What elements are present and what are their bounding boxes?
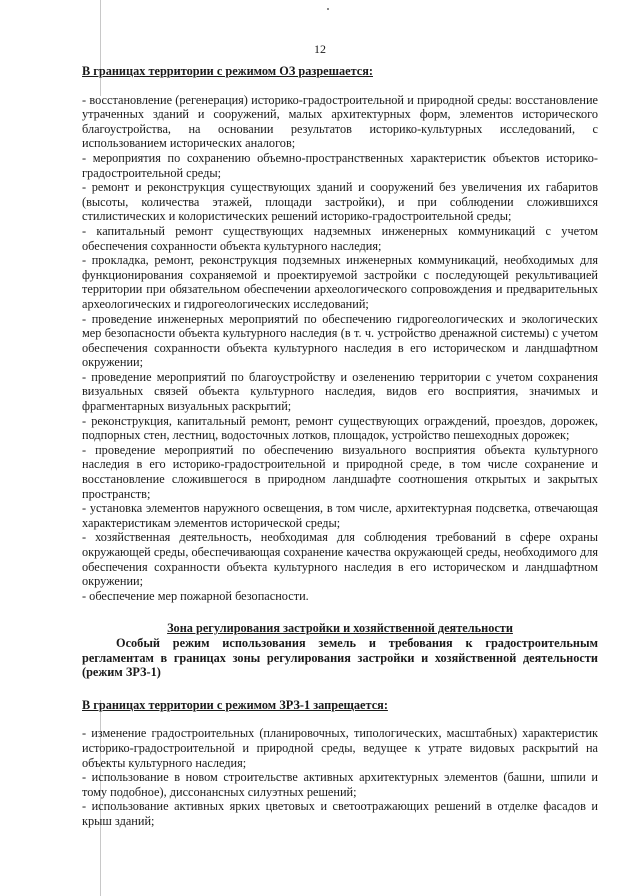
section-heading-allowed: В границах территории с режимом ОЗ разрешается: (82, 64, 373, 78)
page-number: 12 (314, 42, 326, 56)
list-item: - капитальный ремонт существующих надземных инженерных коммуникаций с учетом обеспечения сохранности объекта культурного наследия; (82, 223, 598, 253)
list-item: - использование активных ярких цветовых и светоотражающих решений в отделке фасадов и крыш зданий; (82, 799, 598, 828)
list-item: - использование в новом строительстве активных архитектурных элементов (башни, шпили и тому подобное), диссонансных силуэтных решений; (82, 770, 598, 799)
list-item: - проведение мероприятий по обеспечению визуального восприятия объекта культурного наследия в его историко-градостроительной и природной среде, в том числе сохранение и восстановление сложившегося в природном ландшафте соотношения открытых и закрытых пространств; (82, 442, 598, 501)
prohibited-list (82, 726, 598, 828)
list-item: - восстановление (регенерация) историко-градостроительной и природной среды: восстановление утраченных зданий и сооружений, малых архитектурных форм, элементов исторического благоустройства, на основании результатов историко-культурных исследований, с использованием исторических аналогов; (82, 92, 598, 151)
allowed-list (82, 93, 598, 604)
list-item: - проведение мероприятий по благоустройству и озеленению территории с учетом сохранения визуальных связей объекта культурного наследия, видов его восприятия, значимых и фрагментарных визуальных раскрытий; (82, 369, 598, 414)
scan-artefact-dot (327, 8, 329, 10)
list-item: - обеспечение мер пожарной безопасности. (82, 588, 309, 603)
zone-title: Зона регулирования застройки и хозяйственной деятельности (167, 621, 513, 636)
zone-subtitle: Особый режим использования земель и требования к градостроительным регламентам в границах зоны регулирования застройки и хозяйственной деятельности (режим ЗРЗ-1) (82, 635, 598, 680)
list-item: - мероприятия по сохранению объемно-пространственных характеристик объектов историко-градостроительной среды; (82, 150, 598, 180)
document-body (82, 64, 598, 829)
list-item: - установка элементов наружного освещения, в том числе, архитектурная подсветка, отвечающая характеристикам элементов исторической среды; (82, 501, 598, 530)
list-item: - хозяйственная деятельность, необходимая для соблюдения требований в сфере охраны окружающей среды, обеспечивающая сохранение качества окружающей среды, необходимого для обеспечения сохранности объекта культурного наследия в его историческом и ландшафтном окружении; (82, 530, 598, 589)
list-item: - проведение инженерных мероприятий по обеспечению гидрогеологических и экологических мер безопасности объекта культурного наследия (в т. ч. устройство дренажной системы) с учетом обеспечения сохранности объекта культурного наследия в его историческом и ландшафтном окружении; (82, 311, 598, 370)
list-item: - прокладка, ремонт, реконструкция подземных инженерных коммуникаций, необходимых для функционирования сохраняемой и проектируемой застройки с последующей рекультивацией территории при обязательном обеспечении археологического сопровождения и предварительных археологических и гидрогеологических исследований; (82, 253, 598, 311)
list-item: - изменение градостроительных (планировочных, типологических, масштабных) характеристик историко-градостроительной и природной среды, ведущее к утрате видовых раскрытий на объекты культурного наследия; (82, 726, 598, 770)
section-heading-prohibited: В границах территории с режимом ЗРЗ-1 запрещается: (82, 697, 388, 712)
list-item: - ремонт и реконструкция существующих зданий и сооружений без увеличения их габаритов (высоты, количества этажей, площади застройки), и при соблюдении сложившихся стилистических и колористических решений историко-градостроительной среды; (82, 180, 598, 224)
list-item: - реконструкция, капитальный ремонт, ремонт существующих ограждений, проездов, дорожек, подпорных стен, лестниц, водосточных лотков, площадок, устройство пешеходных дорожек; (82, 413, 598, 443)
